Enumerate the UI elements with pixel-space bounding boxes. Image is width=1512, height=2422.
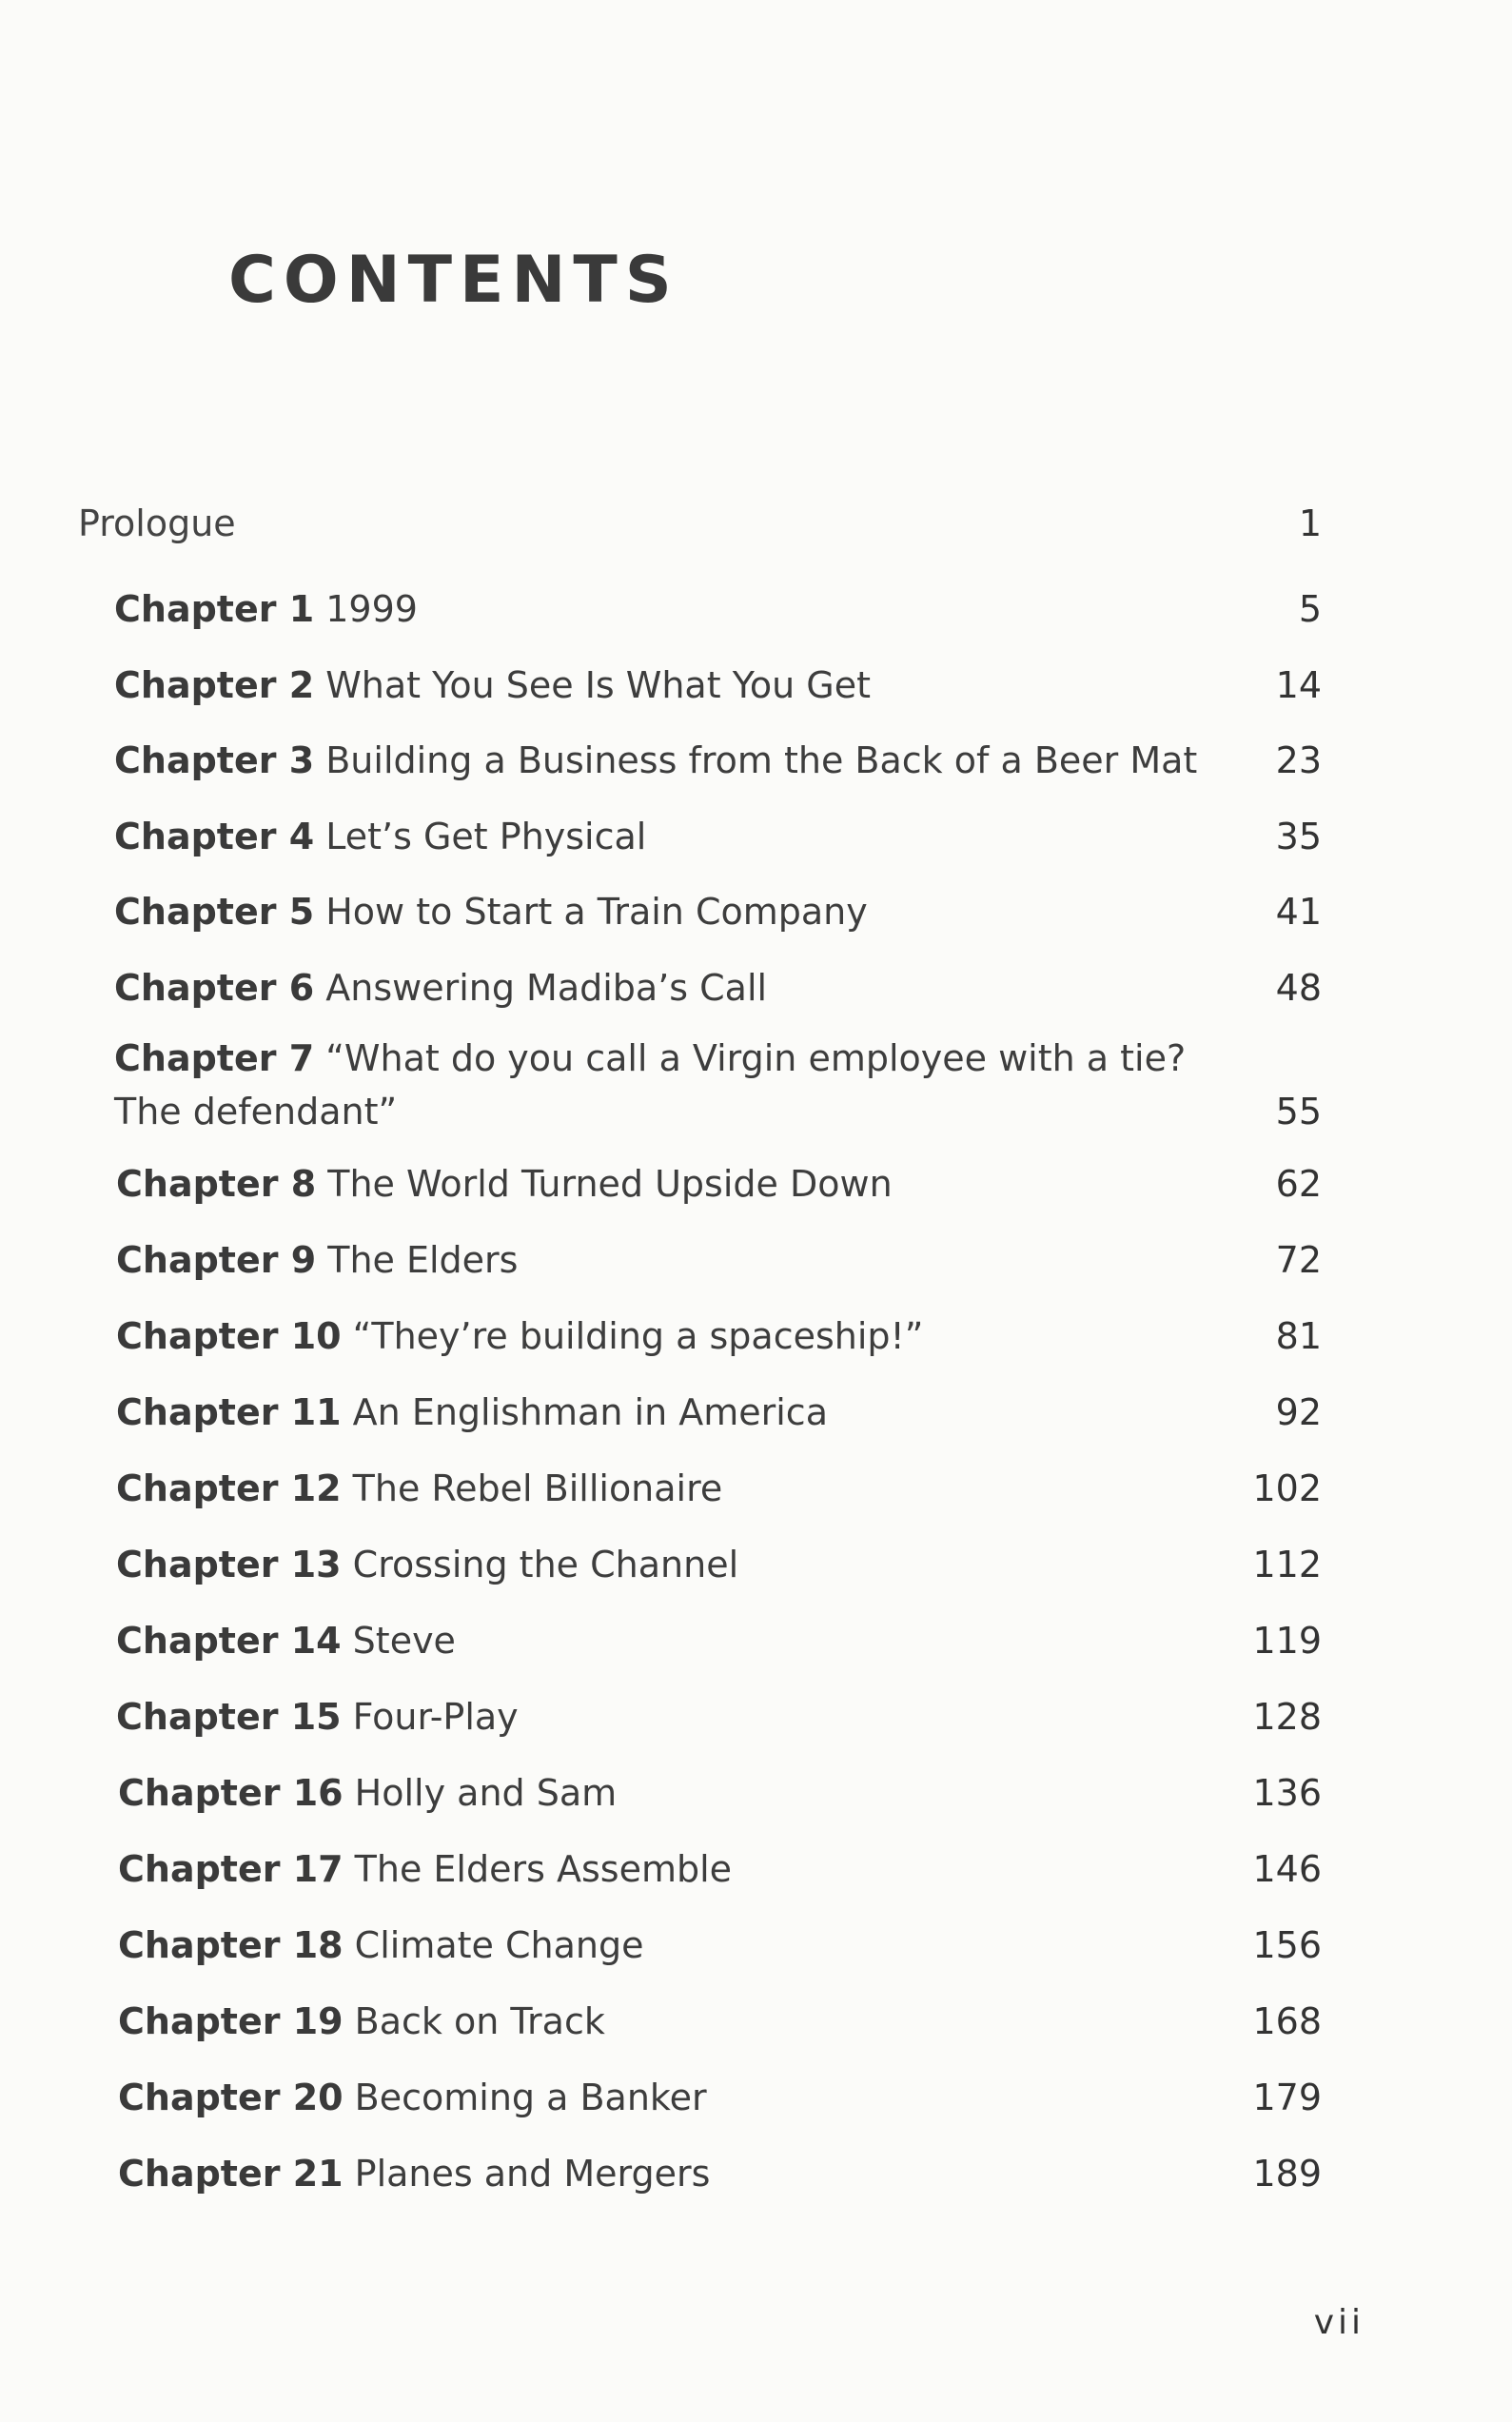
chapter-title: Let’s Get Physical (325, 816, 647, 857)
chapter-label: Chapter 2 (114, 664, 315, 706)
chapter-title: Back on Track (354, 2000, 605, 2042)
chapter-page: 14 (1275, 664, 1322, 706)
chapter-title: Climate Change (354, 1924, 644, 1966)
chapter-label: Chapter 3 (114, 739, 315, 781)
chapter-label: Chapter 1 (114, 588, 315, 630)
prologue-title: Prologue (78, 502, 236, 544)
chapter-label: Chapter 5 (114, 891, 315, 933)
chapter-page: 48 (1275, 967, 1322, 1009)
prologue-page: 1 (1298, 502, 1322, 544)
chapter-page: 62 (1275, 1163, 1322, 1205)
chapter-title: The Elders Assemble (354, 1848, 733, 1890)
chapter-title: An Englishman in America (352, 1391, 828, 1433)
chapter-page: 168 (1252, 2000, 1322, 2042)
chapter-page: 128 (1252, 1696, 1322, 1738)
chapter-title: The Rebel Billionaire (352, 1467, 723, 1509)
chapter-label: Chapter 4 (114, 816, 315, 857)
chapter-page: 102 (1252, 1467, 1322, 1509)
chapter-label: Chapter 8 (116, 1163, 317, 1205)
chapter-title: “They’re building a spaceship!” (352, 1315, 924, 1357)
chapter-title: The World Turned Upside Down (327, 1163, 893, 1205)
chapter-page: 92 (1275, 1391, 1322, 1433)
chapter-label: Chapter 12 (116, 1467, 342, 1509)
chapter-label: Chapter 6 (114, 967, 315, 1009)
chapter-page: 35 (1275, 816, 1322, 857)
page-title: CONTENTS (228, 243, 679, 318)
chapter-label: Chapter 15 (116, 1696, 342, 1738)
chapter-page: 156 (1252, 1924, 1322, 1966)
chapter-page: 41 (1275, 891, 1322, 933)
chapter-title: Holly and Sam (354, 1772, 618, 1814)
chapter-title: How to Start a Train Company (325, 891, 868, 933)
chapter-page: 112 (1252, 1544, 1322, 1585)
chapter-page: 146 (1252, 1848, 1322, 1890)
chapter-label: Chapter 14 (116, 1620, 342, 1662)
chapter-page: 119 (1252, 1620, 1322, 1662)
chapter-title: Becoming a Banker (354, 2077, 707, 2118)
chapter-title: Building a Business from the Back of a Beer Mat (325, 739, 1198, 781)
chapter-title: Four-Play (352, 1696, 519, 1738)
chapter-label: Chapter 11 (116, 1391, 342, 1433)
chapter-label: Chapter 21 (118, 2153, 344, 2195)
chapter-page: 189 (1252, 2153, 1322, 2195)
chapter-page: 136 (1252, 1772, 1322, 1814)
chapter-label: Chapter 9 (116, 1239, 317, 1281)
chapter-title: 1999 (325, 588, 418, 630)
chapter-title: Crossing the Channel (352, 1544, 739, 1585)
chapter-title: “What do you call a Virgin employee with a tie? The defendant” (114, 1037, 1187, 1132)
chapter-title: The Elders (327, 1239, 519, 1281)
chapter-title: What You See Is What You Get (325, 664, 871, 706)
chapter-label: Chapter 7 (114, 1037, 315, 1079)
chapter-page: 55 (1275, 1091, 1322, 1132)
chapter-title: Planes and Mergers (354, 2153, 711, 2195)
chapter-title: Answering Madiba’s Call (325, 967, 768, 1009)
chapter-page: 5 (1298, 588, 1322, 630)
chapter-label: Chapter 13 (116, 1544, 342, 1585)
chapter-label: Chapter 16 (118, 1772, 344, 1814)
chapter-label: Chapter 19 (118, 2000, 344, 2042)
chapter-page: 72 (1275, 1239, 1322, 1281)
page-number: vii (1313, 2303, 1365, 2342)
chapter-page: 23 (1275, 739, 1322, 781)
chapter-title: Steve (352, 1620, 456, 1662)
chapter-label: Chapter 17 (118, 1848, 344, 1890)
chapter-page: 179 (1252, 2077, 1322, 2118)
chapter-label: Chapter 20 (118, 2077, 344, 2118)
chapter-label: Chapter 10 (116, 1315, 342, 1357)
chapter-page: 81 (1275, 1315, 1322, 1357)
chapter-label: Chapter 18 (118, 1924, 344, 1966)
